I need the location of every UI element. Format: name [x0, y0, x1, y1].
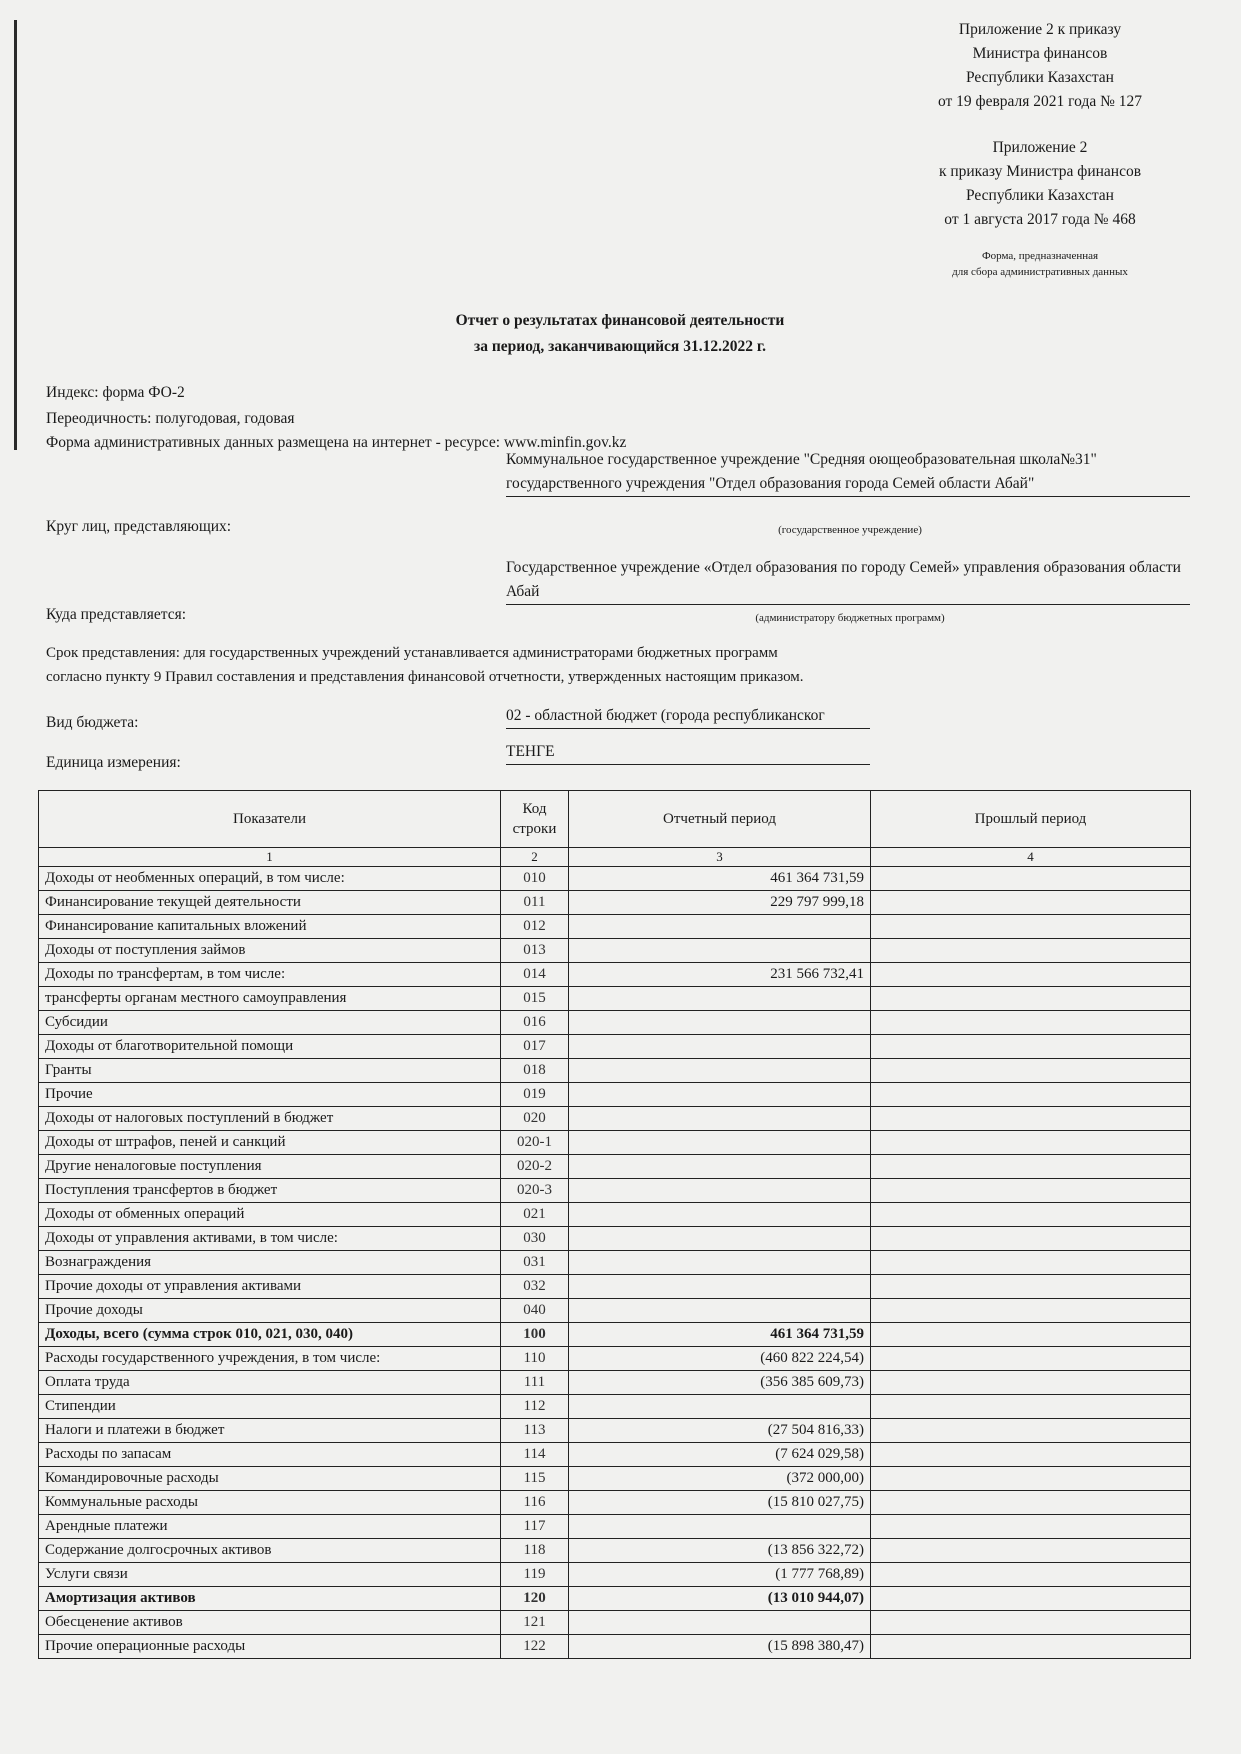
- row-prior-value: [871, 1371, 1191, 1395]
- row-code: 114: [501, 1443, 569, 1467]
- table-row: [39, 1323, 1191, 1347]
- row-current-value: 461 364 731,59: [569, 867, 871, 891]
- row-code: 030: [501, 1227, 569, 1251]
- row-current-value: [569, 1011, 871, 1035]
- row-code: 020: [501, 1107, 569, 1131]
- row-code: 020-3: [501, 1179, 569, 1203]
- row-name: трансферты органам местного самоуправления: [39, 987, 501, 1011]
- table-row: [39, 1011, 1191, 1035]
- budget-value: 02 - областной бюджет (города республиканског: [506, 704, 870, 729]
- row-prior-value: [871, 891, 1191, 915]
- row-current-value: [569, 1251, 871, 1275]
- row-current-value: [569, 1611, 871, 1635]
- row-name: Расходы по запасам: [39, 1443, 501, 1467]
- row-code: 019: [501, 1083, 569, 1107]
- row-code: 017: [501, 1035, 569, 1059]
- row-prior-value: [871, 1587, 1191, 1611]
- row-name: Доходы, всего (сумма строк 010, 021, 030, 040): [39, 1323, 501, 1347]
- row-name: Поступления трансфертов в бюджет: [39, 1179, 501, 1203]
- table-row: [39, 1227, 1191, 1251]
- row-code: 122: [501, 1635, 569, 1659]
- row-code: 121: [501, 1611, 569, 1635]
- row-code: 018: [501, 1059, 569, 1083]
- row-prior-value: [871, 1227, 1191, 1251]
- row-name: Доходы от управления активами, в том числе:: [39, 1227, 501, 1251]
- row-current-value: (460 822 224,54): [569, 1347, 871, 1371]
- row-prior-value: [871, 1131, 1191, 1155]
- circle-caption: (государственное учреждение): [778, 524, 922, 536]
- row-current-value: [569, 1107, 871, 1131]
- table-row: [39, 1635, 1191, 1659]
- row-current-value: [569, 1083, 871, 1107]
- row-prior-value: [871, 1011, 1191, 1035]
- table-row: [39, 1059, 1191, 1083]
- row-code: 011: [501, 891, 569, 915]
- row-name: Командировочные расходы: [39, 1467, 501, 1491]
- row-name: Доходы от штрафов, пеней и санкций: [39, 1131, 501, 1155]
- row-current-value: [569, 915, 871, 939]
- table-body: [39, 867, 1191, 1659]
- row-code: 012: [501, 915, 569, 939]
- row-name: Прочие: [39, 1083, 501, 1107]
- where-value: Государственное учреждение «Отдел образования по городу Семей» управления образования области Абай: [506, 556, 1190, 605]
- published-resource: Форма административных данных размещена на интернет - ресурсе: www.minfin.gov.kz: [46, 434, 627, 451]
- table-row: [39, 1179, 1191, 1203]
- appendix-2017: [880, 136, 1200, 232]
- table-row: [39, 1347, 1191, 1371]
- row-name: Оплата труда: [39, 1371, 501, 1395]
- row-current-value: (7 624 029,58): [569, 1443, 871, 1467]
- row-current-value: [569, 987, 871, 1011]
- appendix-line: Приложение 2 к приказу: [958, 21, 1122, 38]
- row-code: 015: [501, 987, 569, 1011]
- appendix-line: Министра финансов: [972, 45, 1108, 62]
- row-name: Финансирование капитальных вложений: [39, 915, 501, 939]
- row-current-value: 229 797 999,18: [569, 891, 871, 915]
- row-name: Услуги связи: [39, 1563, 501, 1587]
- row-current-value: (1 777 768,89): [569, 1563, 871, 1587]
- row-name: Доходы от благотворительной помощи: [39, 1035, 501, 1059]
- report-title-line: за период, заканчивающийся 31.12.2022 г.: [474, 338, 766, 355]
- appendix-line: к приказу Министра финансов: [938, 163, 1142, 180]
- row-code: 115: [501, 1467, 569, 1491]
- table-row: [39, 1251, 1191, 1275]
- row-name: Доходы от налоговых поступлений в бюджет: [39, 1107, 501, 1131]
- table-row: [39, 867, 1191, 891]
- row-name: Амортизация активов: [39, 1587, 501, 1611]
- row-prior-value: [871, 1491, 1191, 1515]
- circle-value: Коммунальное государственное учреждение "Средняя оющеобразовательная школа№31" государственного учреждения "Отдел образования города Семей области Абай": [506, 448, 1190, 497]
- appendix-2021: [880, 18, 1200, 114]
- table-row: [39, 1371, 1191, 1395]
- row-name: Налоги и платежи в бюджет: [39, 1419, 501, 1443]
- row-code: 111: [501, 1371, 569, 1395]
- row-current-value: [569, 1179, 871, 1203]
- row-current-value: (356 385 609,73): [569, 1371, 871, 1395]
- row-name: Стипендии: [39, 1395, 501, 1419]
- row-current-value: [569, 1131, 871, 1155]
- row-name: Расходы государственного учреждения, в том числе:: [39, 1347, 501, 1371]
- table-row: [39, 1155, 1191, 1179]
- table-row: [39, 987, 1191, 1011]
- row-prior-value: [871, 1323, 1191, 1347]
- row-name: Прочие доходы: [39, 1299, 501, 1323]
- budget-label: Вид бюджета:: [46, 714, 139, 731]
- row-current-value: 461 364 731,59: [569, 1323, 871, 1347]
- table-row: [39, 1035, 1191, 1059]
- row-name: Гранты: [39, 1059, 501, 1083]
- row-prior-value: [871, 1419, 1191, 1443]
- table-row: [39, 939, 1191, 963]
- row-prior-value: [871, 1203, 1191, 1227]
- row-current-value: (372 000,00): [569, 1467, 871, 1491]
- row-prior-value: [871, 1251, 1191, 1275]
- row-prior-value: [871, 1155, 1191, 1179]
- header-reporting-period: Отчетный период: [569, 791, 871, 848]
- row-prior-value: [871, 1059, 1191, 1083]
- form-purpose-note: [880, 248, 1200, 280]
- row-name: Прочие операционные расходы: [39, 1635, 501, 1659]
- row-current-value: (13 856 322,72): [569, 1539, 871, 1563]
- row-prior-value: [871, 915, 1191, 939]
- table-row: [39, 1563, 1191, 1587]
- table-row: [39, 1539, 1191, 1563]
- row-prior-value: [871, 1275, 1191, 1299]
- report-title-line: Отчет о результатах финансовой деятельности: [455, 312, 785, 329]
- table-row: [39, 1467, 1191, 1491]
- row-name: Доходы от необменных операций, в том числе:: [39, 867, 501, 891]
- row-prior-value: [871, 963, 1191, 987]
- row-current-value: [569, 1299, 871, 1323]
- row-code: 116: [501, 1491, 569, 1515]
- row-name: Вознаграждения: [39, 1251, 501, 1275]
- table-row: [39, 963, 1191, 987]
- row-name: Прочие доходы от управления активами: [39, 1275, 501, 1299]
- row-prior-value: [871, 1611, 1191, 1635]
- row-current-value: [569, 1035, 871, 1059]
- row-name: Финансирование текущей деятельности: [39, 891, 501, 915]
- row-prior-value: [871, 987, 1191, 1011]
- appendix-line: Приложение 2: [992, 139, 1088, 156]
- row-code: 110: [501, 1347, 569, 1371]
- table-row: [39, 891, 1191, 915]
- row-prior-value: [871, 1083, 1191, 1107]
- unit-value: ТЕНГЕ: [506, 740, 870, 765]
- row-code: 113: [501, 1419, 569, 1443]
- table-row: [39, 1587, 1191, 1611]
- deadline-line-2: согласно пункту 9 Правил составления и представления финансовой отчетности, утвержденных настоящим приказом.: [46, 669, 804, 685]
- row-name: Доходы от поступления займов: [39, 939, 501, 963]
- appendix-line: Республики Казахстан: [966, 187, 1114, 204]
- row-prior-value: [871, 1179, 1191, 1203]
- table-row: [39, 1395, 1191, 1419]
- appendix-line: от 19 февраля 2021 года № 127: [937, 93, 1143, 110]
- table-row: [39, 1443, 1191, 1467]
- unit-label: Единица измерения:: [46, 754, 181, 771]
- row-prior-value: [871, 1563, 1191, 1587]
- form-index: Индекс: форма ФО-2: [46, 384, 185, 401]
- table-row: [39, 1515, 1191, 1539]
- scan-edge-shadow: [14, 20, 17, 450]
- row-code: 117: [501, 1515, 569, 1539]
- row-prior-value: [871, 1635, 1191, 1659]
- table-row: [39, 1275, 1191, 1299]
- column-number: 1: [39, 848, 501, 867]
- table-row: [39, 1131, 1191, 1155]
- row-code: 014: [501, 963, 569, 987]
- column-number: 4: [871, 848, 1191, 867]
- deadline-line-1: Срок представления: для государственных учреждений устанавливается администраторами бюджетных программ: [46, 645, 778, 661]
- header-indicators: Показатели: [39, 791, 501, 848]
- row-prior-value: [871, 867, 1191, 891]
- row-current-value: [569, 1203, 871, 1227]
- row-code: 016: [501, 1011, 569, 1035]
- circle-label: Круг лиц, представляющих:: [46, 518, 232, 535]
- header-prior-period: Прошлый период: [871, 791, 1191, 848]
- row-prior-value: [871, 1035, 1191, 1059]
- report-title: [380, 308, 860, 360]
- row-name: Субсидии: [39, 1011, 501, 1035]
- row-current-value: [569, 1395, 871, 1419]
- row-current-value: 231 566 732,41: [569, 963, 871, 987]
- row-name: Содержание долгосрочных активов: [39, 1539, 501, 1563]
- row-code: 112: [501, 1395, 569, 1419]
- row-current-value: [569, 1155, 871, 1179]
- row-current-value: [569, 1515, 871, 1539]
- row-code: 032: [501, 1275, 569, 1299]
- appendix-line: Республики Казахстан: [966, 69, 1114, 86]
- row-code: 020-2: [501, 1155, 569, 1179]
- table-row: [39, 1203, 1191, 1227]
- row-code: 100: [501, 1323, 569, 1347]
- periodicity: Переодичность: полугодовая, годовая: [46, 410, 295, 427]
- row-name: Коммунальные расходы: [39, 1491, 501, 1515]
- row-code: 119: [501, 1563, 569, 1587]
- row-code: 020-1: [501, 1131, 569, 1155]
- table-row: [39, 1611, 1191, 1635]
- row-prior-value: [871, 1395, 1191, 1419]
- row-current-value: [569, 939, 871, 963]
- form-note-line: Форма, предназначенная: [981, 250, 1099, 262]
- row-name: Доходы от обменных операций: [39, 1203, 501, 1227]
- row-current-value: (13 010 944,07): [569, 1587, 871, 1611]
- row-name: Другие неналоговые поступления: [39, 1155, 501, 1179]
- row-name: Обесценение активов: [39, 1611, 501, 1635]
- row-code: 013: [501, 939, 569, 963]
- row-code: 031: [501, 1251, 569, 1275]
- row-prior-value: [871, 1443, 1191, 1467]
- row-code: 120: [501, 1587, 569, 1611]
- column-number: 3: [569, 848, 871, 867]
- row-prior-value: [871, 1347, 1191, 1371]
- where-caption: (администратору бюджетных программ): [755, 612, 945, 624]
- financial-results-table: [38, 790, 1191, 1659]
- appendix-line: от 1 августа 2017 года № 468: [944, 211, 1136, 228]
- table-row: [39, 1491, 1191, 1515]
- row-current-value: [569, 1059, 871, 1083]
- header-line-code: Код строки: [501, 791, 569, 848]
- table-row: [39, 915, 1191, 939]
- where-label: Куда представляется:: [46, 606, 187, 623]
- row-current-value: [569, 1275, 871, 1299]
- row-prior-value: [871, 1467, 1191, 1491]
- row-name: Арендные платежи: [39, 1515, 501, 1539]
- table-row: [39, 1083, 1191, 1107]
- row-prior-value: [871, 1515, 1191, 1539]
- table-row: [39, 1299, 1191, 1323]
- table-row: [39, 1419, 1191, 1443]
- row-prior-value: [871, 939, 1191, 963]
- table-row: [39, 1107, 1191, 1131]
- row-code: 040: [501, 1299, 569, 1323]
- row-prior-value: [871, 1539, 1191, 1563]
- column-number: 2: [501, 848, 569, 867]
- row-prior-value: [871, 1107, 1191, 1131]
- row-name: Доходы по трансфертам, в том числе:: [39, 963, 501, 987]
- row-code: 118: [501, 1539, 569, 1563]
- form-note-line: для сбора административных данных: [952, 266, 1128, 278]
- row-prior-value: [871, 1299, 1191, 1323]
- row-current-value: (15 898 380,47): [569, 1635, 871, 1659]
- row-current-value: (15 810 027,75): [569, 1491, 871, 1515]
- row-current-value: [569, 1227, 871, 1251]
- row-code: 021: [501, 1203, 569, 1227]
- row-current-value: (27 504 816,33): [569, 1419, 871, 1443]
- row-code: 010: [501, 867, 569, 891]
